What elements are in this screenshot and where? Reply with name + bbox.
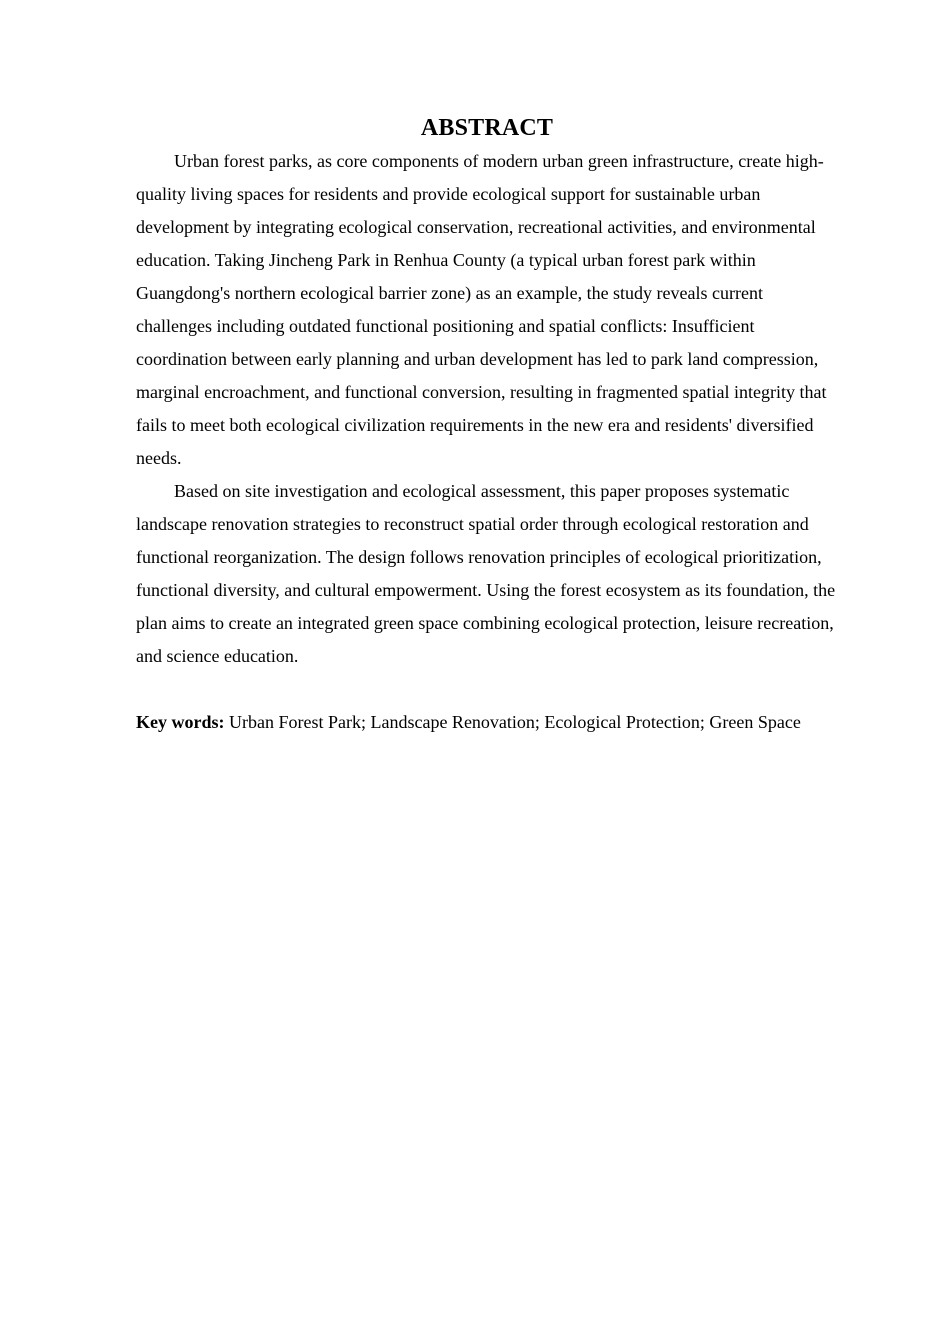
keywords-line	[136, 706, 838, 739]
abstract-title: ABSTRACT	[420, 115, 554, 141]
abstract-paragraph-1: Urban forest parks, as core components of modern urban green infrastructure, create high-quality living spaces for residents and provide ecological support for sustainable urban development by integrating ecological conservation, recreational activities, and environmental education. Taking Jincheng Park in Renhua County (a typical urban forest park within Guangdong's northern ecological barrier zone) as an example, the study reveals current challenges including outdated functional positioning and spatial conflicts: Insufficient coordination between early planning and urban development has led to park land compression, marginal encroachment, and functional conversion, resulting in fragmented spatial integrity that fails to meet both ecological civilization requirements in the new era and residents' diversified needs.	[136, 151, 827, 468]
abstract-paragraph-2: Based on site investigation and ecological assessment, this paper proposes systematic landscape renovation strategies to reconstruct spatial order through ecological restoration and functional reorganization. The design follows renovation principles of ecological prioritization, functional diversity, and cultural empowerment. Using the forest ecosystem as its foundation, the plan aims to create an integrated green space combining ecological protection, leisure recreation, and science education.	[136, 481, 836, 666]
keywords-text: Urban Forest Park; Landscape Renovation; Ecological Protection; Green Space	[229, 712, 801, 732]
keywords-label: Key words:	[136, 712, 225, 732]
document-page	[136, 112, 838, 739]
